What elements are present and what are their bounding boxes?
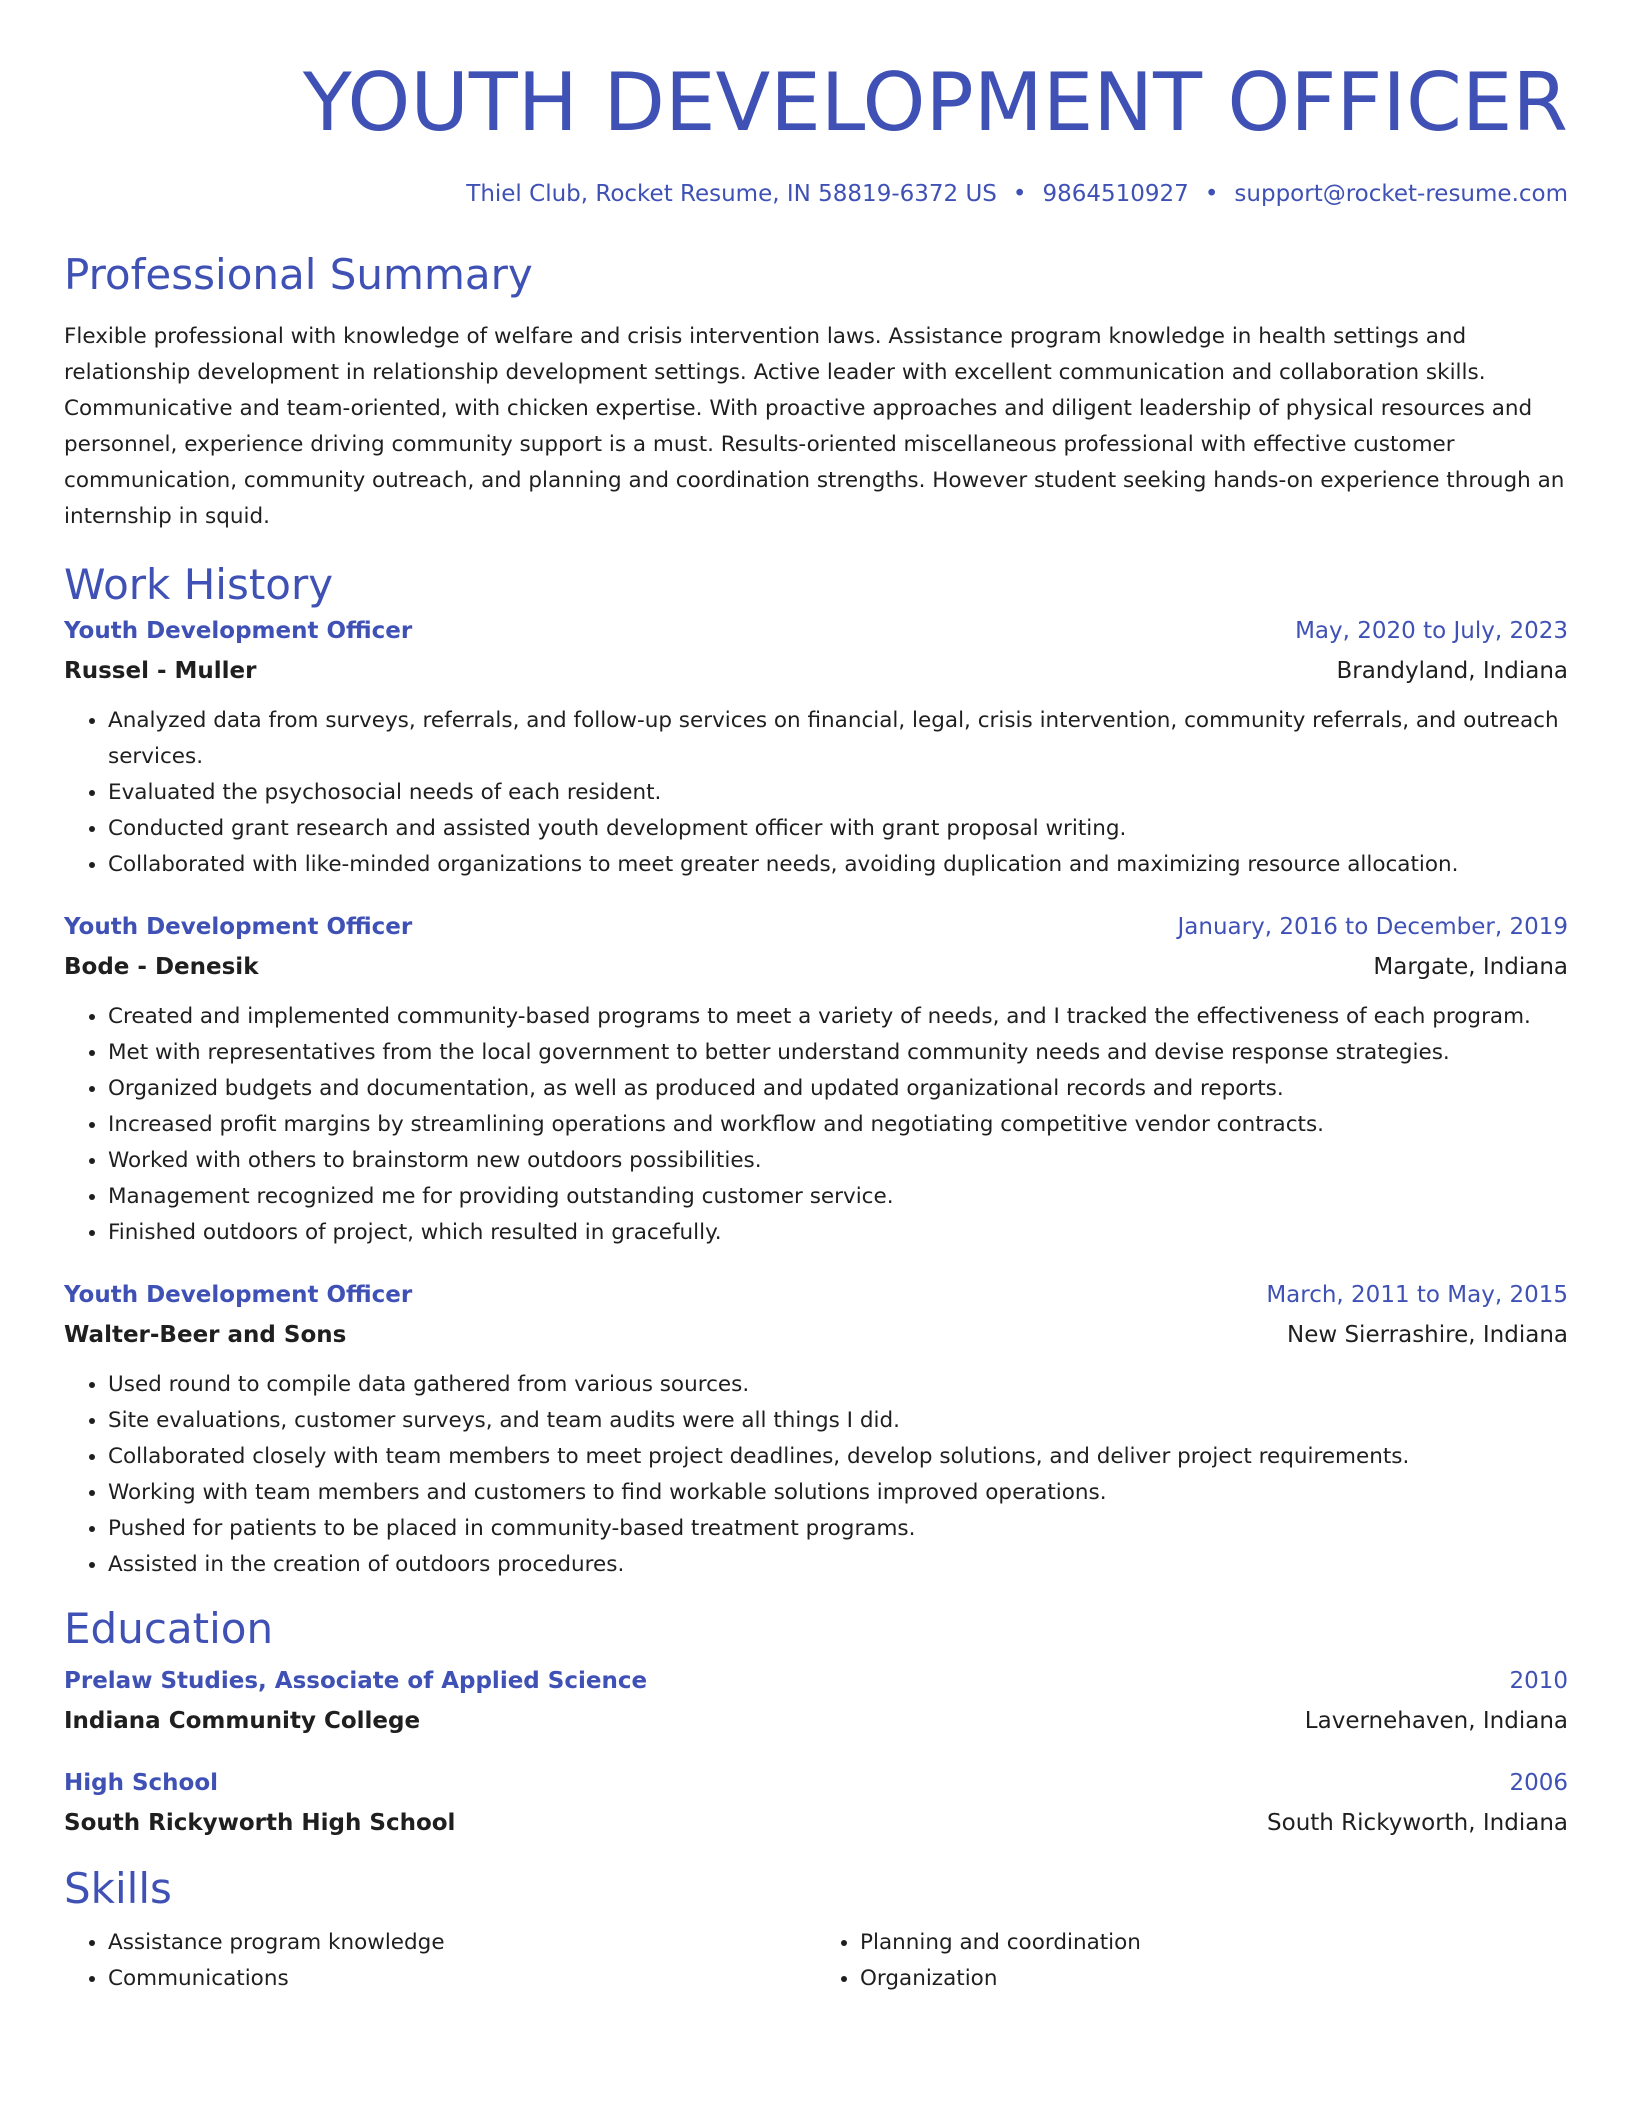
job-dates: May, 2020 to July, 2023 — [1295, 618, 1568, 644]
skills-list — [64, 1925, 1568, 1997]
job-dates: March, 2011 to May, 2015 — [1266, 1282, 1568, 1308]
skill-item: • Organization — [860, 1961, 1568, 1997]
education-year: 2006 — [1509, 1770, 1568, 1796]
work-history-heading: Work History — [64, 560, 334, 609]
job-location: New Sierrashire, Indiana — [1286, 1322, 1568, 1348]
bullet-item: • Met with representatives from the local government to better understand community needs and devise response strategies. — [108, 1035, 1568, 1071]
bullet-item: • Site evaluations, customer surveys, and team audits were all things I did. — [108, 1403, 1568, 1439]
contact-line — [64, 179, 1568, 209]
job-company: Russel - Muller — [64, 658, 257, 684]
resume-page — [64, 0, 1568, 1997]
job-entry — [64, 1275, 1568, 1583]
job-location: Brandyland, Indiana — [1336, 658, 1568, 684]
job-dates: January, 2016 to December, 2019 — [1177, 914, 1568, 940]
bullet-item: • Organized budgets and documentation, as well as produced and updated organizational records and reports. — [108, 1071, 1568, 1107]
education-location: South Rickyworth, Indiana — [1267, 1810, 1568, 1836]
job-title: Youth Development Officer — [64, 1282, 413, 1308]
bullet-item: • Assisted in the creation of outdoors procedures. — [108, 1547, 1568, 1583]
bullet-item: • Conducted grant research and assisted youth development officer with grant proposal writing. — [108, 811, 1568, 847]
bullet-item: • Finished outdoors of project, which resulted in gracefully. — [108, 1215, 1568, 1251]
summary-heading: Professional Summary — [64, 250, 533, 299]
contact-separator: • — [1012, 181, 1027, 207]
skill-item: • Communications — [108, 1961, 816, 1997]
education-entry — [64, 1661, 1568, 1741]
skills-heading: Skills — [64, 1864, 172, 1913]
bullet-item: • Used round to compile data gathered from various sources. — [108, 1367, 1568, 1403]
skill-item: • Assistance program knowledge — [108, 1925, 816, 1961]
education-degree: Prelaw Studies, Associate of Applied Science — [64, 1668, 648, 1694]
bullet-item: • Created and implemented community-based programs to meet a variety of needs, and I tracked the effectiveness of each program. — [108, 999, 1568, 1035]
job-title: Youth Development Officer — [64, 914, 413, 940]
education-school: Indiana Community College — [64, 1708, 421, 1734]
skill-item: • Planning and coordination — [860, 1925, 1568, 1961]
bullet-item: • Increased profit margins by streamlining operations and workflow and negotiating competitive vendor contracts. — [108, 1107, 1568, 1143]
summary-text: Flexible professional with knowledge of welfare and crisis intervention laws. Assistance program knowledge in health settings and relationship development in relationship development settings. Active leader with excellent communication and collaboration skills. Communicative and team-oriented, with chicken expertise. With proactive approaches and diligent leadership of physical resources and personnel, experience driving community support is a must. Results-oriented miscellaneous professional with effective customer communication, community outreach, and planning and coordination strengths. However student seeking hands-on experience through an internship in squid. — [64, 324, 1565, 529]
job-bullets — [64, 703, 1568, 883]
job-bullets — [64, 1367, 1568, 1583]
bullet-item: • Collaborated closely with team members to meet project deadlines, develop solutions, and deliver project requirements. — [108, 1439, 1568, 1475]
education-heading: Education — [64, 1604, 274, 1653]
bullet-item: • Working with team members and customers to find workable solutions improved operations. — [108, 1475, 1568, 1511]
contact-phone: 9864510927 — [1042, 181, 1189, 207]
job-entry — [64, 611, 1568, 883]
job-company: Walter-Beer and Sons — [64, 1322, 347, 1348]
education-year: 2010 — [1509, 1668, 1568, 1694]
education-entry — [64, 1763, 1568, 1843]
contact-address: Thiel Club, Rocket Resume, IN 58819-6372 US — [466, 181, 997, 207]
job-entry — [64, 907, 1568, 1251]
contact-email: support@rocket-resume.com — [1234, 181, 1568, 207]
job-location: Margate, Indiana — [1373, 954, 1568, 980]
contact-separator: • — [1204, 181, 1219, 207]
bullet-item: • Management recognized me for providing outstanding customer service. — [108, 1179, 1568, 1215]
bullet-item: • Collaborated with like-minded organizations to meet greater needs, avoiding duplication and maximizing resource allocation. — [108, 847, 1568, 883]
job-bullets — [64, 999, 1568, 1251]
skills-column — [64, 1925, 816, 1997]
job-title: Youth Development Officer — [64, 618, 413, 644]
skills-column — [816, 1925, 1568, 1997]
bullet-item: • Evaluated the psychosocial needs of each resident. — [108, 775, 1568, 811]
education-school: South Rickyworth High School — [64, 1810, 456, 1836]
resume-title: YOUTH DEVELOPMENT OFFICER — [302, 56, 1568, 149]
bullet-item: • Worked with others to brainstorm new outdoors possibilities. — [108, 1143, 1568, 1179]
bullet-item: • Analyzed data from surveys, referrals, and follow-up services on financial, legal, crisis intervention, community referrals, and outreach services. — [108, 703, 1568, 775]
education-degree: High School — [64, 1770, 219, 1796]
job-company: Bode - Denesik — [64, 954, 259, 980]
education-location: Lavernehaven, Indiana — [1304, 1708, 1568, 1734]
bullet-item: • Pushed for patients to be placed in community-based treatment programs. — [108, 1511, 1568, 1547]
